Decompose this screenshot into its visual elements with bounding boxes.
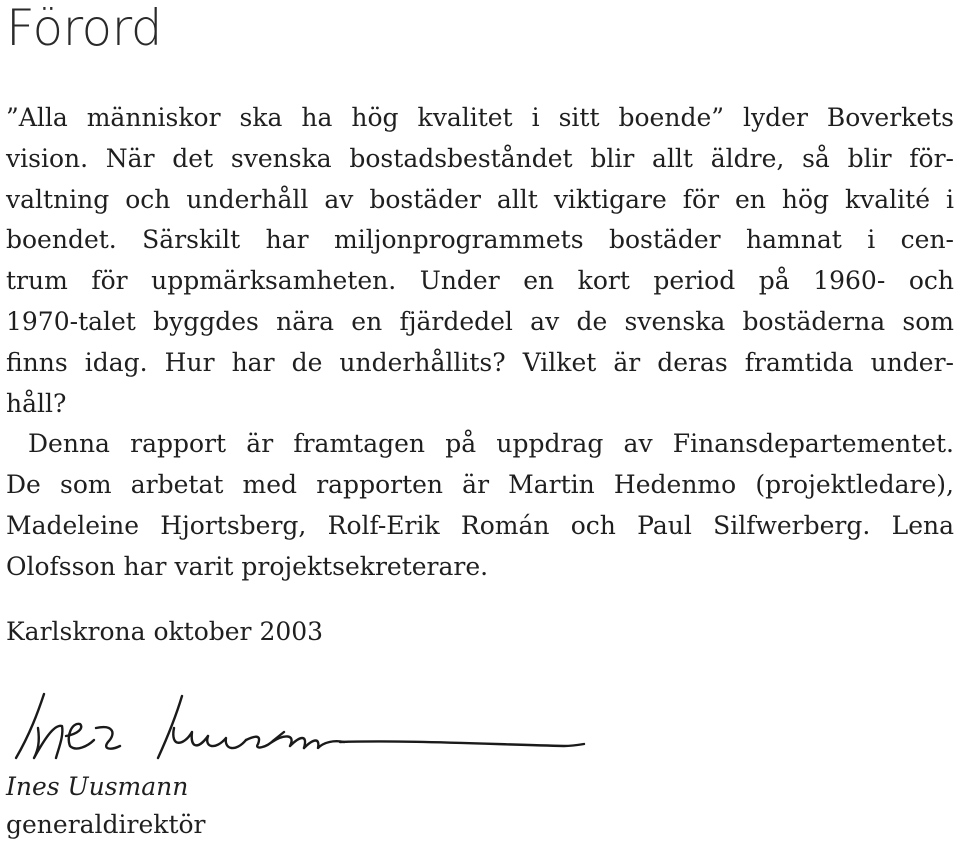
text-line: Madeleine Hjortsberg, Rolf-Erik Román och Paul Silfwerberg. Lena	[6, 510, 954, 540]
text-line: Denna rapport är framtagen på uppdrag av Finansdepartementet.	[28, 429, 954, 459]
place-date: Karlskrona oktober 2003	[6, 617, 324, 646]
text-line: 1970-talet byggdes nära en fjärdedel av de svenska bostäderna som	[6, 306, 954, 336]
text-line: vision. När det svenska bostadsbeståndet blir allt äldre, så blir för-	[6, 143, 954, 173]
text-line: Olofsson har varit projektsekreterare.	[6, 551, 489, 581]
signer-name: Ines Uusmann	[6, 772, 189, 801]
text-line: valtning och underhåll av bostäder allt viktigare för en hög kvalité i	[6, 184, 954, 214]
text-line: ”Alla människor ska ha hög kvalitet i sitt boende” lyder Boverkets	[6, 103, 954, 132]
body-text	[6, 98, 954, 588]
text-line: De som arbetat med rapporten är Martin Hedenmo (projektledare),	[6, 470, 954, 500]
text-line: finns idag. Hur har de underhållits? Vilket är deras framtida under-	[6, 347, 954, 377]
text-line: håll?	[6, 388, 67, 418]
paragraph-1	[6, 98, 954, 424]
handwritten-signature-icon	[4, 688, 604, 770]
text-line: boendet. Särskilt har miljonprogrammets bostäder hamnat i cen-	[6, 225, 954, 255]
signer-title: generaldirektör	[6, 810, 206, 839]
text-line: trum för uppmärksamheten. Under en kort period på 1960- och	[6, 266, 954, 296]
page-title: Förord	[6, 0, 163, 57]
paragraph-2	[6, 424, 954, 587]
